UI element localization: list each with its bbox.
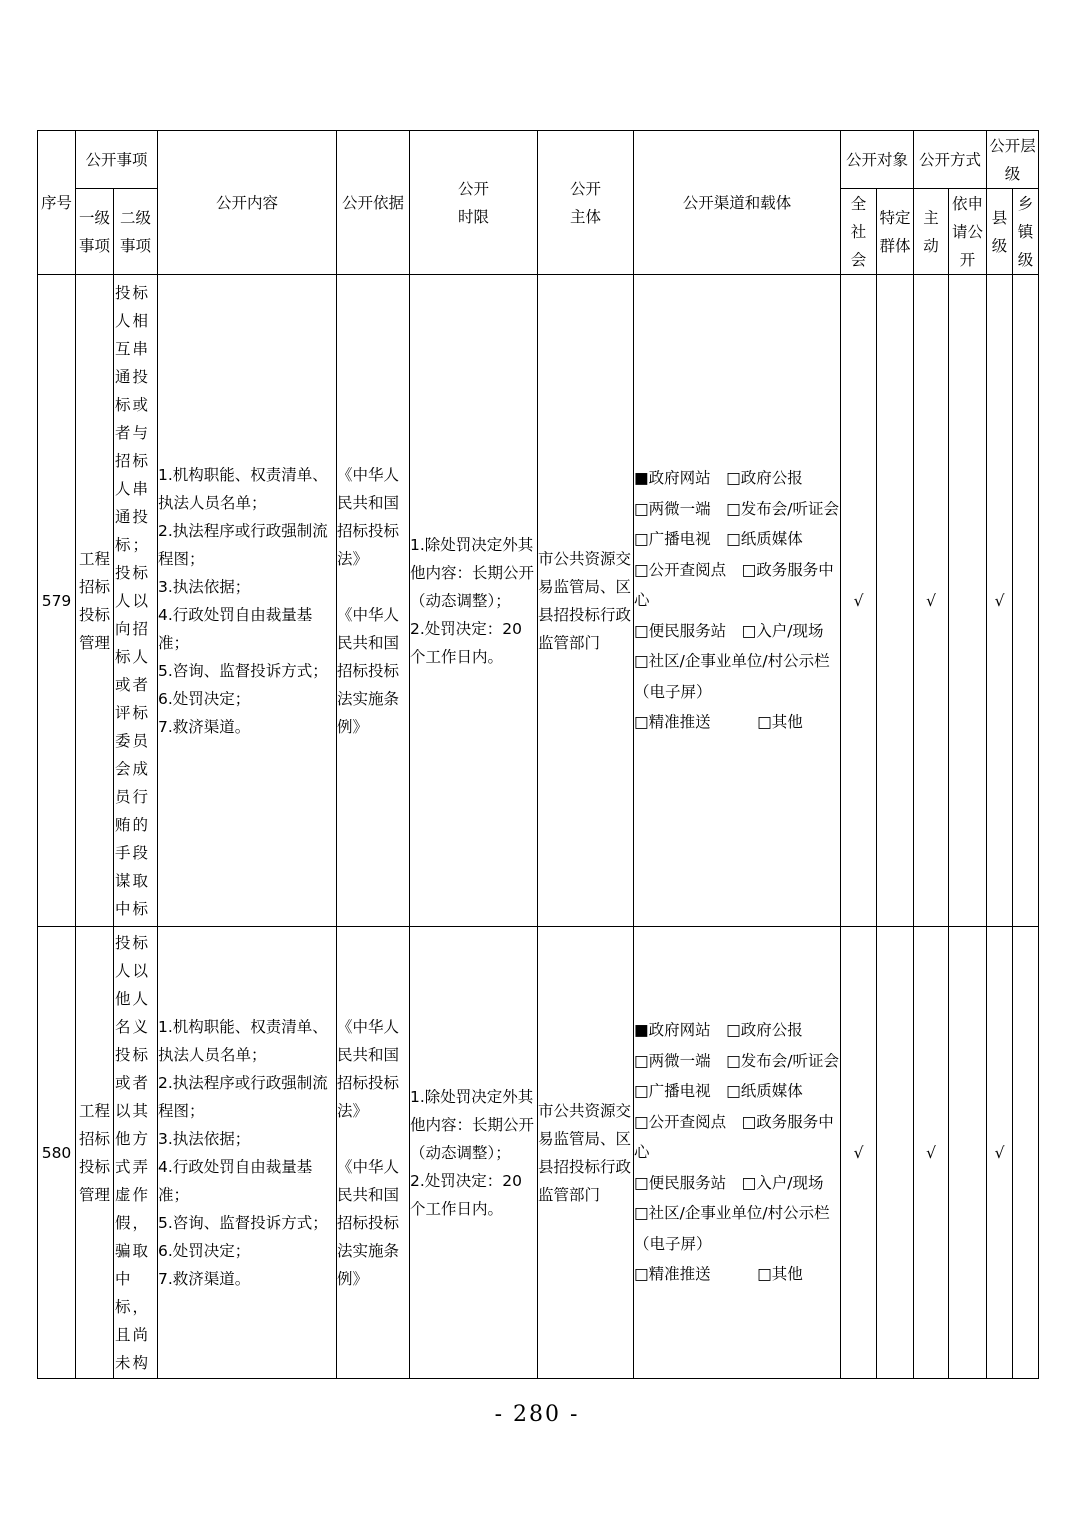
row-channel: ■政府网站 □政府公报 □两微一端 □发布会/听证会 □广播电视 □纸质媒体 □公开查阅点 □政务服务中心 □便民服务站 □入户/现场 □社区/企事业单位/村公示栏（电子屏） □精准推送 □其他 bbox=[634, 927, 841, 1379]
row-method-apply bbox=[949, 927, 987, 1379]
row-level-town bbox=[1013, 927, 1039, 1379]
row-target-all: √ bbox=[841, 275, 877, 927]
row-seq: 579 bbox=[38, 275, 76, 927]
row-seq: 580 bbox=[38, 927, 76, 1379]
header-row-1 bbox=[38, 131, 1039, 189]
header-level-county: 县 级 bbox=[987, 189, 1013, 275]
row-time-limit: 1.除处罚决定外其他内容：长期公开（动态调整）； 2.处罚决定：20个工作日内。 bbox=[410, 927, 538, 1379]
row-subject: 市公共资源交易监管局、区县招投标行政监管部门 bbox=[538, 927, 634, 1379]
row-channel: ■政府网站 □政府公报 □两微一端 □发布会/听证会 □广播电视 □纸质媒体 □公开查阅点 □政务服务中心 □便民服务站 □入户/现场 □社区/企事业单位/村公示栏（电子屏） □精准推送 □其他 bbox=[634, 275, 841, 927]
disclosure-table bbox=[37, 130, 1039, 1379]
header-level: 公开层 级 bbox=[987, 131, 1039, 189]
row-target-group bbox=[877, 927, 914, 1379]
row-time-limit: 1.除处罚决定外其他内容：长期公开（动态调整）； 2.处罚决定：20个工作日内。 bbox=[410, 275, 538, 927]
page-number: - 280 - bbox=[494, 1402, 580, 1427]
row-basis: 《中华人民共和国招标投标法》 《中华人民共和国招标投标法实施条例》 bbox=[337, 275, 410, 927]
header-subject: 公开 主体 bbox=[538, 131, 634, 275]
header-method-active: 主 动 bbox=[914, 189, 949, 275]
header-channel: 公开渠道和载体 bbox=[634, 131, 841, 275]
row-level1: 工程 招标 投标 管理 bbox=[76, 927, 114, 1379]
row-level-town bbox=[1013, 275, 1039, 927]
row-method-apply bbox=[949, 275, 987, 927]
table-row bbox=[38, 927, 1039, 1379]
header-level2: 二级 事项 bbox=[114, 189, 158, 275]
row-content: 1.机构职能、权责清单、执法人员名单； 2.执法程序或行政强制流程图； 3.执法依据； 4.行政处罚自由裁量基准； 5.咨询、监督投诉方式； 6.处罚决定； 7.救济渠道。 bbox=[158, 275, 337, 927]
header-level1: 一级 事项 bbox=[76, 189, 114, 275]
header-content: 公开内容 bbox=[158, 131, 337, 275]
row-level2: 投标人相互串通投标或者与招标人串通投标；投标人以向招标人或者评标委员会成员行贿的手段谋取中标 bbox=[114, 275, 158, 927]
row-method-active: √ bbox=[914, 275, 949, 927]
table-row bbox=[38, 275, 1039, 927]
header-level-town: 乡 镇 级 bbox=[1013, 189, 1039, 275]
header-seq: 序号 bbox=[38, 131, 76, 275]
row-target-group bbox=[877, 275, 914, 927]
row-level-county: √ bbox=[987, 927, 1013, 1379]
header-method: 公开方式 bbox=[914, 131, 987, 189]
header-time-limit: 公开 时限 bbox=[410, 131, 538, 275]
row-level-county: √ bbox=[987, 275, 1013, 927]
header-matter: 公开事项 bbox=[76, 131, 158, 189]
row-basis: 《中华人民共和国招标投标法》 《中华人民共和国招标投标法实施条例》 bbox=[337, 927, 410, 1379]
header-target-group: 特定 群体 bbox=[877, 189, 914, 275]
header-target: 公开对象 bbox=[841, 131, 914, 189]
row-target-all: √ bbox=[841, 927, 877, 1379]
row-level1: 工程 招标 投标 管理 bbox=[76, 275, 114, 927]
row-subject: 市公共资源交易监管局、区县招投标行政监管部门 bbox=[538, 275, 634, 927]
row-content: 1.机构职能、权责清单、执法人员名单； 2.执法程序或行政强制流程图； 3.执法依据； 4.行政处罚自由裁量基准； 5.咨询、监督投诉方式； 6.处罚决定； 7.救济渠道。 bbox=[158, 927, 337, 1379]
row-method-active: √ bbox=[914, 927, 949, 1379]
header-basis: 公开依据 bbox=[337, 131, 410, 275]
row-level2: 投标人以他人名义投标或者以其他方式弄虚作假，骗取中标，且尚未构 bbox=[114, 927, 158, 1379]
header-method-apply: 依申 请公 开 bbox=[949, 189, 987, 275]
header-target-all: 全 社 会 bbox=[841, 189, 877, 275]
